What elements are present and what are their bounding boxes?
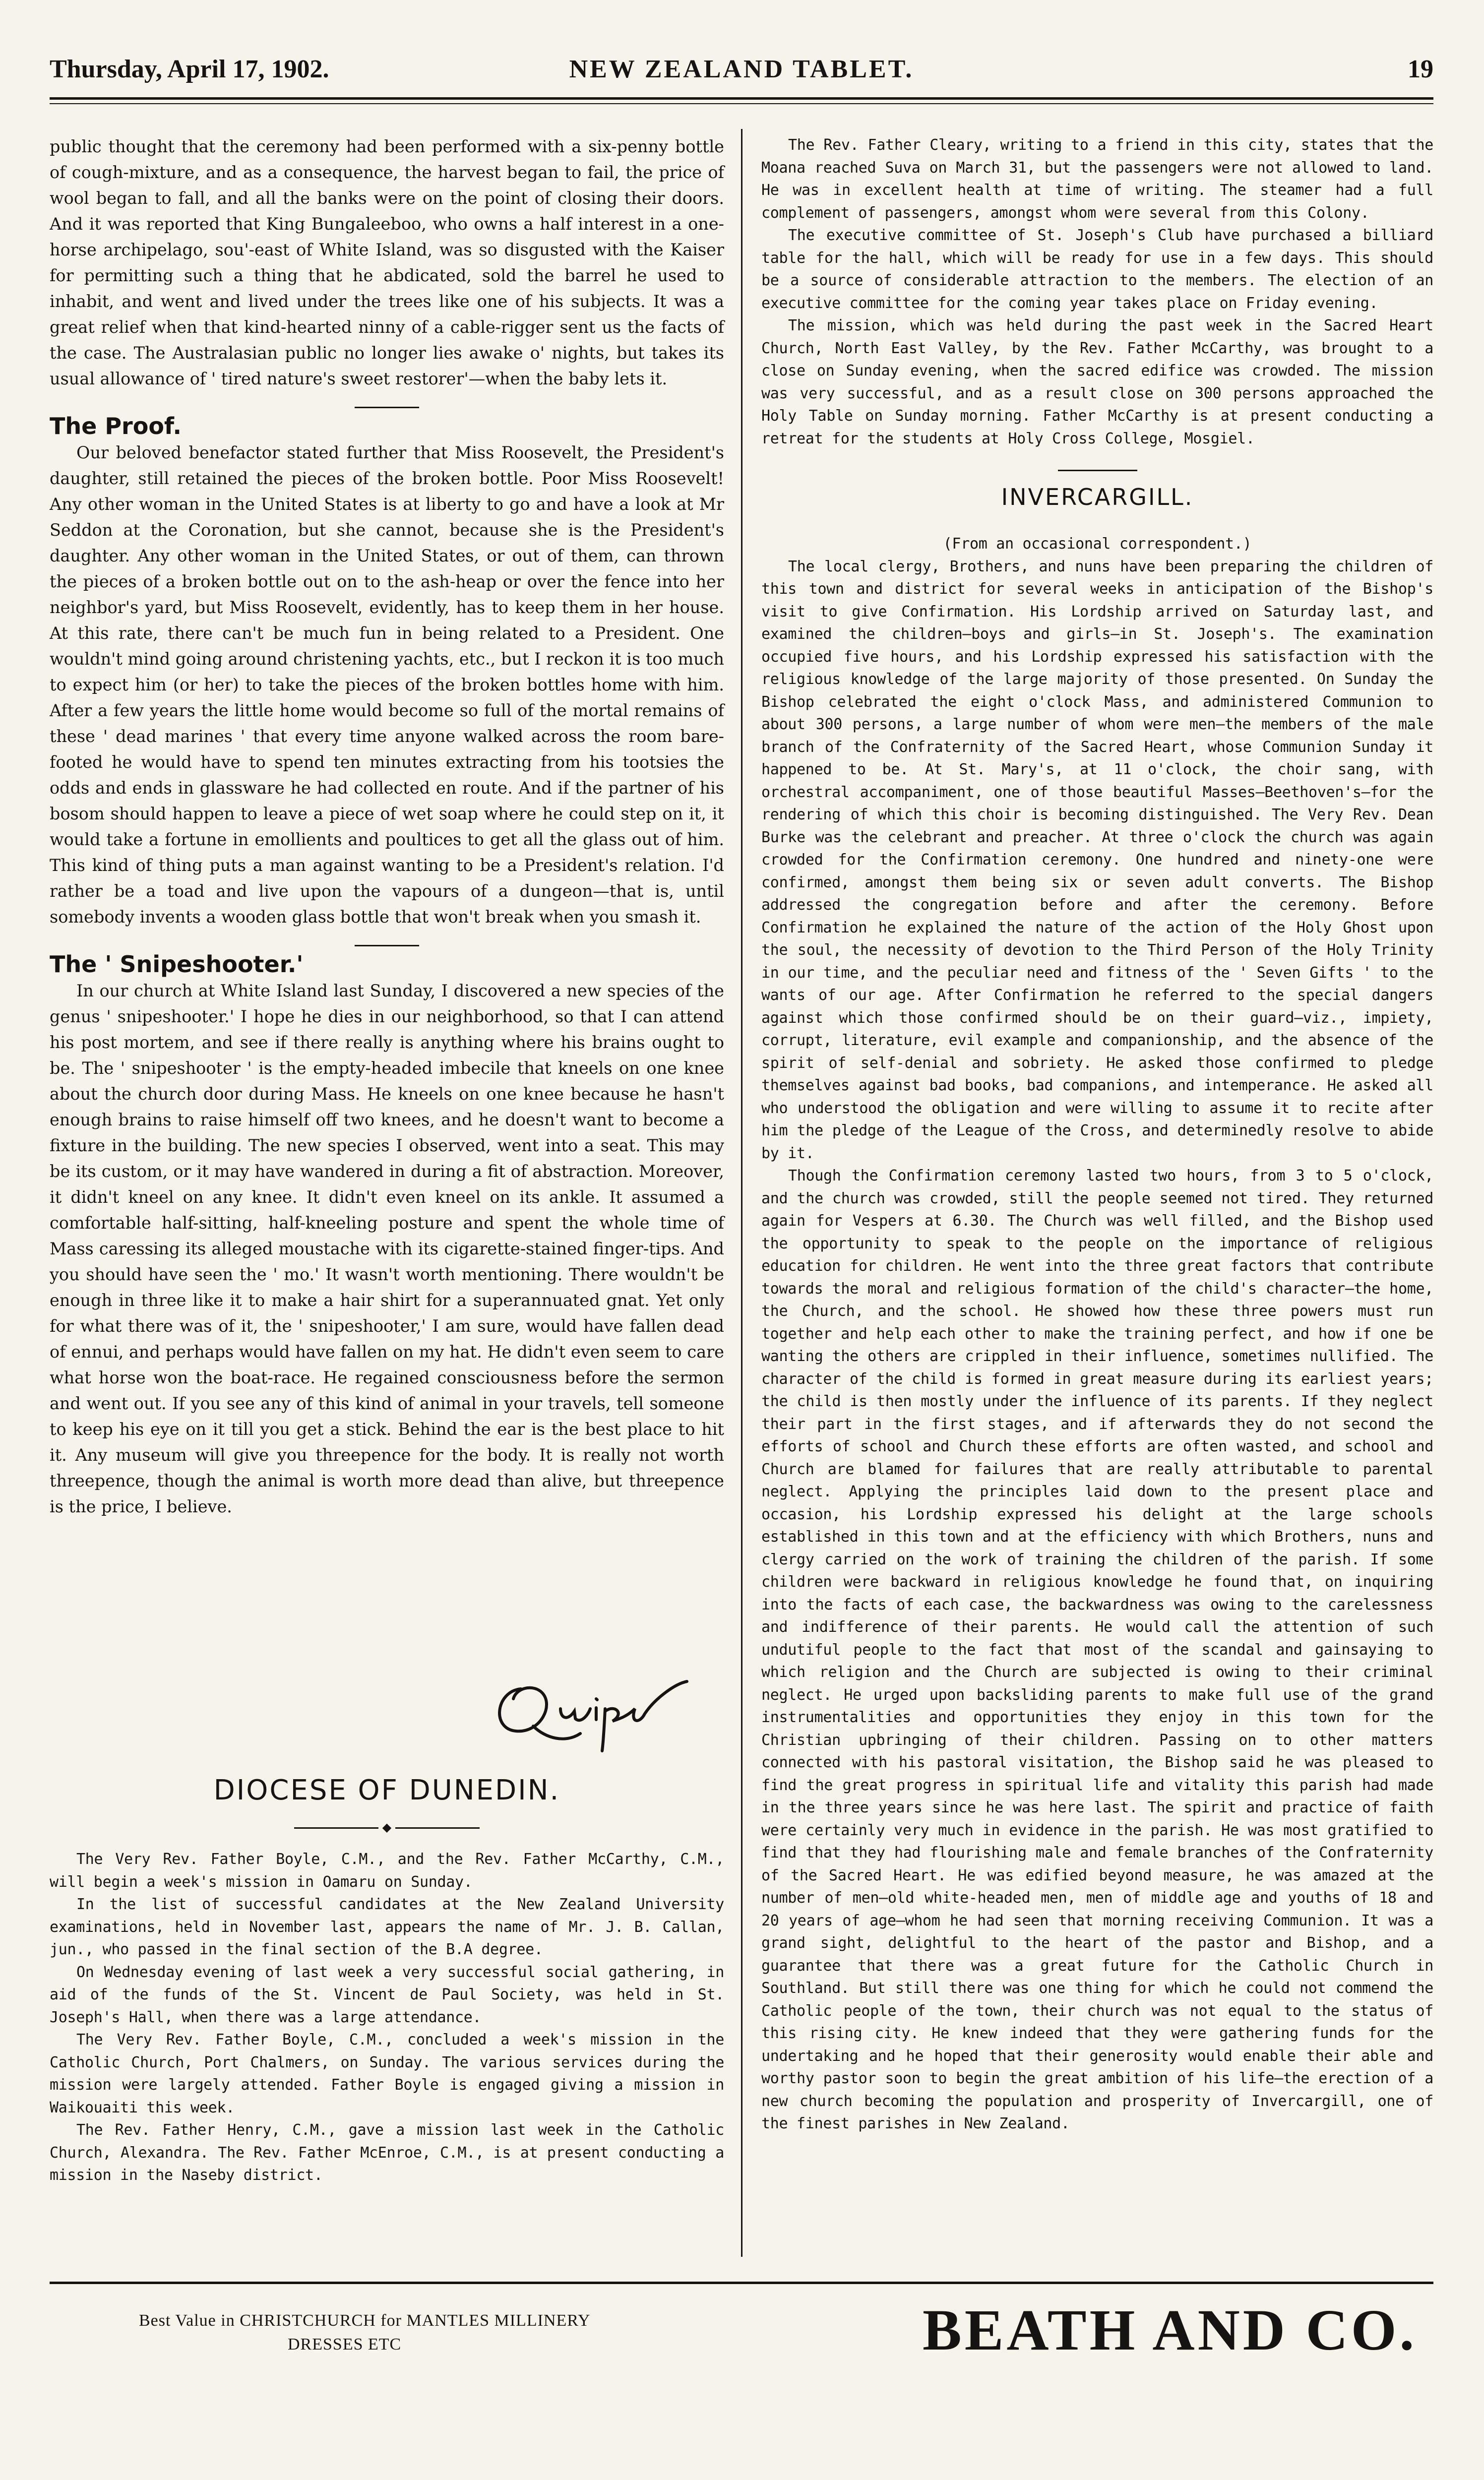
footer-rule xyxy=(50,2282,1433,2284)
header-rule xyxy=(50,97,1433,100)
left-column xyxy=(50,134,724,1520)
signature-quips xyxy=(486,1669,694,1753)
snipeshooter-paragraph: In our church at White Island last Sunday, I discovered a new species of the genus ' snipeshooter.' I hope he dies in our neighborhood, so that I can attend his post mortem, and see if there really is anything where his brains ought to be. The ' snipeshooter ' is the empty-headed imbecile that kneels on one knee about the church door during Mass. He kneels on one knee because he hasn't enough brains to raise himself off two knees, and he doesn't want to become a fixture in the building. The new species I observed, went into a seat. This may be its custom, or it may have wandered in during a fit of abstraction. Moreover, it didn't kneel on any knee. It didn't even kneel on its ankle. It assumed a comfortable half-sitting, half-kneeling posture and spent the whole time of Mass caressing its alleged moustache with its cigarette-stained finger-tips. And you should have seen the ' mo.' It wasn't worth mentioning. There wouldn't be enough in three like it to make a hair shirt for a superannuated gnat. Yet only for what there was of it, the ' snipeshooter,' I am sure, would have fallen dead of ennui, and perhaps would have fallen on my hat. He didn't even seem to care what horse won the boat-race. He regained consciousness before the sermon and went out. If you see any of this kind of animal in your travels, tell someone to keep his eye on it till you get a stick. Behind the ear is the best place to hit it. Any museum will give you threepence for the body. It is really not worth threepence, though the animal is worth more dead than alive, but threepence is the price, I believe. xyxy=(50,981,724,1516)
header-publication: NEW ZEALAND TABLET. xyxy=(569,55,914,83)
intro-paragraph: public thought that the ceremony had been performed with a six-penny bottle of cough-mixture, and as a consequence, the harvest began to fail, the price of wool began to fall, and all the banks were on the point of closing their doors. And it was reported that King Bungaleeboo, who owns a half interest in a one-horse archipelago, sou'-east of White Island, was so disgusted with the Kaiser for permitting such a thing that he abdicated, sold the barrel he used to inhabit, and went and lived under the trees like one of his subjects. It was a great relief when that kind-hearted ninny of a cable-rigger sent us the facts of the case. The Australasian public no longer lies awake o' nights, but takes its usual allowance of ' tired nature's sweet restorer'—when the baby lets it. xyxy=(50,137,724,388)
diocese-section xyxy=(50,1771,724,2187)
diocese-paragraph: The Very Rev. Father Boyle, C.M., concluded a week's mission in the Catholic Church, Port Chalmers, on Sunday. The various services during the mission were largely attended. Father Boyle is engaged giving a mission in Waikouaiti this week. xyxy=(50,2031,724,2116)
news-paragraph: The mission, which was held during the past week in the Sacred Heart Church, North East Valley, by the Rev. Father McCarthy, was brought to a close on Sunday evening, when the sacred edifice was crowded. The mission was very successful, and as a result close on 300 persons approached the Holy Table on Sunday morning. Father McCarthy is at present conducting a retreat for the students at Holy Cross College, Mosgiel. xyxy=(761,317,1433,447)
snipeshooter-heading: The ' Snipeshooter.' xyxy=(50,951,304,978)
column-divider xyxy=(741,129,742,2257)
ad-line-2: DRESSES ETC xyxy=(288,2335,402,2354)
header-rule-thin xyxy=(50,103,1433,104)
ad-brand: BEATH AND CO. xyxy=(923,2297,1417,2362)
proof-heading: The Proof. xyxy=(50,413,182,439)
ornament-divider xyxy=(50,1817,724,1837)
page-header xyxy=(50,55,1433,89)
right-column xyxy=(761,134,1433,2135)
invercargill-paragraph: The local clergy, Brothers, and nuns have been preparing the children of this town and district for several weeks in anticipation of the Bishop's visit to give Confirmation. His Lordship arrived on Saturday last, and examined the children—boys and girls—in St. Joseph's. The examination occupied five hours, and his Lordship expressed his satisfaction with the religious knowledge of the large majority of those presented. On Sunday the Bishop celebrated the eight o'clock Mass, and administered Communion to about 300 persons, a large number of whom were men—the members of the male branch of the Confraternity of the Sacred Heart, whose Communion Sunday it happened to be. At St. Mary's, at 11 o'clock, the choir sang, with orchestral accompaniment, one of those beautiful Masses—Beethoven's—for the rendering of which this choir is becoming distinguished. The Very Rev. Dean Burke was the celebrant and preacher. At three o'clock the church was again crowded for the Confirmation ceremony. One hundred and ninety-one were confirmed, amongst them being six or seven adult converts. The Bishop addressed the congregation before and after the ceremony. Before Confirmation he explained the nature of the action of the Holy Ghost upon the soul, the necessity of devotion to the Third Person of the Holy Trinity in our time, and the peculiar need and fitness of the ' Seven Gifts ' to the wants of our age. After Confirmation he referred to the special dangers against which those confirmed should be on their guard—viz., impiety, corrupt, literature, evil example and companionship, and the absence of the spirit of self-denial and sobriety. He asked those confirmed to pledge themselves against bad books, bad companions, and intemperance. He asked all who understood the obligation and were willing to assume it to recite after him the pledge of the League of the Cross, and determinedly resolve to abide by it. xyxy=(761,558,1433,1162)
header-date: Thursday, April 17, 1902. xyxy=(50,55,329,83)
ad-line-1: Best Value in CHRISTCHURCH for MANTLES MILLINERY xyxy=(139,2311,591,2330)
invercargill-heading: INVERCARGILL. xyxy=(1001,484,1194,510)
ornament-diamond-icon: ◆ xyxy=(382,1820,392,1834)
proof-paragraph: Our beloved benefactor stated further that Miss Roosevelt, the President's daughter, still retained the pieces of the broken bottle. Poor Miss Roosevelt! Any other woman in the United States is at liberty to go and have a look at Mr Seddon at the Coronation, but she cannot, because she is the President's daughter. Any other woman in the United States, or out of them, can thrown the pieces of a broken bottle out on to the ash-heap or over the fence into her neighbor's yard, but Miss Roosevelt, evidently, has to keep them in her house. At this rate, there can't be much fun in being related to a President. One wouldn't mind going around christening yachts, etc., but I reckon it is too much to expect him (or her) to take the pieces of the broken bottles home with him. After a few years the little home would become so full of the mortal remains of these ' dead marines ' that every time anyone walked across the room bare-footed he would have to spend ten minutes extracting from his tootsies the odds and ends in glassware he had collected en route. And if the partner of his bosom should happen to leave a piece of wet soap where he could step on it, it would take a fortune in emollients and poultices to get all the glass out of him. This kind of thing puts a man against wanting to be a President's relation. I'd rather be a toad and live upon the vapours of a dungeon—that is, until somebody invents a wooden glass bottle that won't break when you smash it. xyxy=(50,443,724,927)
diocese-paragraph: On Wednesday evening of last week a very successful social gathering, in aid of the funds of the St. Vincent de Paul Society, was held in St. Joseph's Hall, when there was a large attendance. xyxy=(50,1963,724,2026)
diocese-paragraph: In the list of successful candidates at the New Zealand University examinations, held in November last, appears the name of Mr. J. B. Callan, jun., who passed in the final section of the B.A degree. xyxy=(50,1896,724,1958)
invercargill-paragraph: Though the Confirmation ceremony lasted two hours, from 3 to 5 o'clock, and the church was crowded, still the people seemed not tired. They returned again for Vespers at 6.30. The Church was well filled, and the Bishop used the opportunity to speak to the people on the importance of religious education for children. He went into the three great factors that contribute towards the moral and religious formation of the child's character—the home, the Church, and the school. He showed how these three powers must run together and help each other to make the training perfect, and how if one be wanting the others are crippled in their influence, sometimes nullified. The character of the child is formed in great measure during its earliest years; the child is then mostly under the influence of its parents. If they neglect their part in the first stages, and if afterwards they do not second the efforts of school and Church these efforts are often wasted, and school and Church are blamed for failures that are really attributable to parental neglect. Applying the principles laid down to the present place and occasion, his Lordship expressed his delight at the large schools established in this town and at the efficiency with which Brothers, nuns and clergy carried on the work of training the children of the parish. If some children were backward in religious knowledge he found that, on inquiring into the facts of each case, the backwardness was owing to the carelessness and indifference of their parents. He would call the attention of such undutiful people to the fact that most of the scandal and gainsaying to which religion and the Church are subjected is owing to their criminal neglect. He urged upon backsliding parents to make full use of the grand instrumentalities and opportunities they enjoy in this town for the Christian upbringing of their children. Passing on to other matters connected with his pastoral visitation, the Bishop said he was pleased to find the great progress in spiritual life and vitality this parish had made in the three years since he was here last. The spirit and practice of faith were certainly very much in evidence in the parish. He was most gratified to find that they had flourishing male and female branches of the Confraternity of the Sacred Heart. He was edified beyond measure, he was amazed at the number of men—old white-headed men, men of middle age and youths of 18 and 20 years of age—whom he had seen that morning receiving Communion. It was a grand sight, delightful to the heart of the pastor and Bishop, and a guarantee that there was a great future for the Catholic Church in Southland. But still there was one thing for which he could not commend the Catholic people of the town, their church was not equal to the status of this rising city. He knew indeed that they were gathering funds for the undertaking and he hoped that their generosity would enable their able and worthy pastor soon to begin the great ambition of his life—the erection of a new church becoming the population and prosperity of Invercargill, one of the finest parishes in New Zealand. xyxy=(761,1167,1433,2132)
diocese-paragraph: The Very Rev. Father Boyle, C.M., and the Rev. Father McCarthy, C.M., will begin a week's mission in Oamaru on Sunday. xyxy=(50,1851,724,1891)
news-paragraph: The Rev. Father Cleary, writing to a friend in this city, states that the Moana reached Suva on March 31, but the passengers were not allowed to land. He was in excellent health at time of writing. The steamer had a full complement of passengers, amongst whom were several from this Colony. xyxy=(761,136,1433,222)
diocese-heading: DIOCESE OF DUNEDIN. xyxy=(213,1774,560,1806)
footer-advertisement xyxy=(50,2296,1433,2376)
header-page-number: 19 xyxy=(1408,55,1433,83)
news-paragraph: The executive committee of St. Joseph's Club have purchased a billiard table for the hall, which will be ready for use in a few days. This should be a source of considerable attraction to the members. The election of an executive committee for the coming year takes place on Friday evening. xyxy=(761,227,1433,312)
invercargill-byline: (From an occasional correspondent.) xyxy=(943,535,1252,553)
diocese-paragraph: The Rev. Father Henry, C.M., gave a mission last week in the Catholic Church, Alexandra. The Rev. Father McEnroe, C.M., is at present conducting a mission in the Naseby district. xyxy=(50,2121,724,2184)
